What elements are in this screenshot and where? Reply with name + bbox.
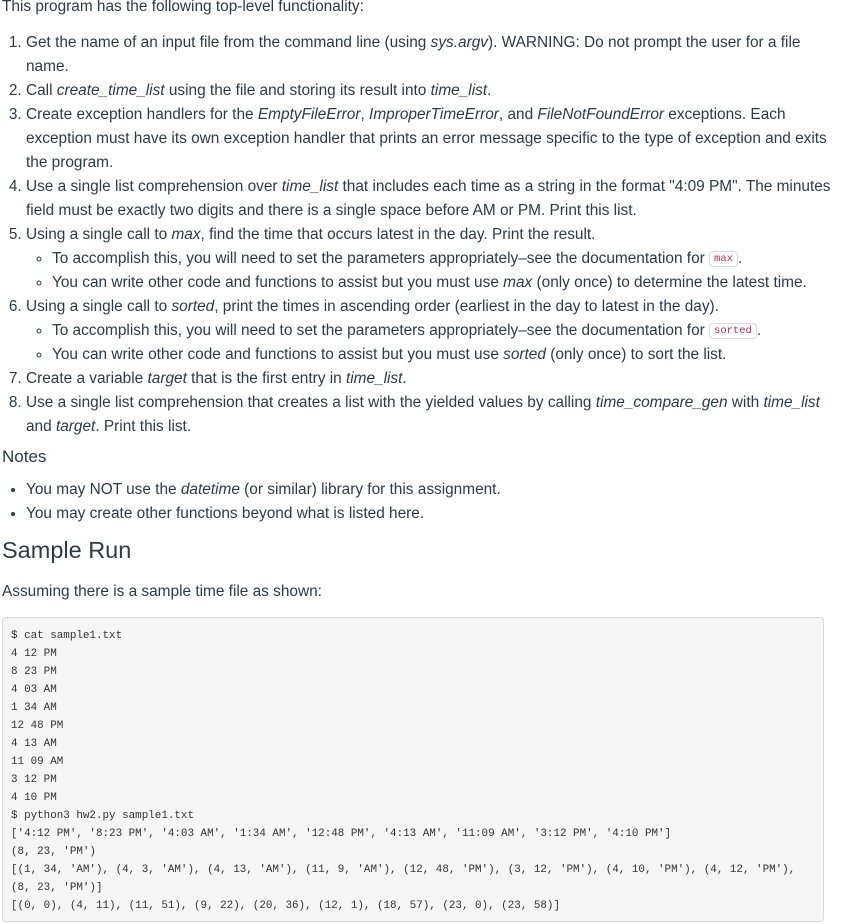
text-run: You can write other code and functions to assist but you must use bbox=[52, 346, 504, 364]
notes-heading: Notes bbox=[2, 447, 47, 466]
text-run: . bbox=[402, 370, 407, 388]
text-run: (or similar) library for this assignment. bbox=[239, 481, 501, 498]
text-run: , print the times in ascending order (earliest in the day to latest in the day). bbox=[214, 298, 719, 316]
text-run: . Print this list. bbox=[95, 418, 192, 436]
sub-item bbox=[52, 343, 836, 367]
terminal-line: 4 12 PM bbox=[11, 648, 57, 660]
emphasized-term: sys.argv bbox=[430, 34, 488, 51]
terminal-line: 11 09 AM bbox=[11, 756, 64, 768]
terminal-line: 4 03 AM bbox=[11, 684, 57, 696]
emphasized-term: time_list bbox=[763, 394, 820, 412]
functionality-list bbox=[0, 31, 836, 439]
text-run: Create exception handlers for the bbox=[26, 106, 258, 123]
step-item-1 bbox=[26, 31, 836, 79]
text-run: ). WARNING: Do not prompt the user for a file name. bbox=[26, 34, 801, 75]
terminal-line: (8, 23, 'PM')] bbox=[11, 882, 103, 894]
assume-text: Assuming there is a sample time file as shown: bbox=[2, 583, 322, 600]
step-item-6 bbox=[26, 295, 836, 367]
terminal-line: (8, 23, 'PM') bbox=[11, 846, 96, 858]
terminal-line: $ cat sample1.txt bbox=[11, 630, 123, 642]
sample-run-heading: Sample Run bbox=[2, 537, 132, 563]
sub-item bbox=[52, 319, 836, 343]
text-run: Using a single call to bbox=[26, 298, 172, 316]
terminal-line: $ python3 hw2.py sample1.txt bbox=[11, 810, 194, 822]
emphasized-term: target bbox=[55, 418, 96, 436]
notes-list bbox=[0, 478, 826, 526]
note-item bbox=[26, 478, 826, 502]
step-item-2 bbox=[26, 79, 836, 103]
step-item-3 bbox=[26, 103, 836, 175]
step-sublist bbox=[26, 319, 836, 367]
step-item-4 bbox=[26, 175, 836, 223]
text-run: Call bbox=[26, 82, 57, 99]
text-run: You may NOT use the bbox=[26, 481, 181, 498]
text-run: (only once) to determine the latest time. bbox=[532, 274, 807, 292]
step-item-8 bbox=[26, 391, 836, 439]
text-run: You can write other code and functions to assist but you must use bbox=[52, 274, 504, 292]
text-run: Use a single list comprehension that creates a list with the yielded values by calling bbox=[26, 394, 596, 412]
emphasized-term: FileNotFoundError bbox=[537, 106, 665, 123]
inline-code: sorted bbox=[709, 323, 757, 339]
text-run: . bbox=[737, 250, 743, 268]
emphasized-term: target bbox=[147, 370, 187, 388]
emphasized-term: max bbox=[503, 274, 533, 292]
emphasized-term: create_time_list bbox=[56, 82, 165, 99]
step-item-5 bbox=[26, 223, 836, 295]
text-run: Create a variable bbox=[26, 370, 148, 388]
step-item-7 bbox=[26, 367, 836, 391]
sub-item bbox=[52, 271, 836, 295]
text-run: , bbox=[360, 106, 370, 123]
emphasized-term: max bbox=[171, 226, 201, 243]
emphasized-term: time_list bbox=[345, 370, 403, 388]
step-sublist bbox=[26, 247, 836, 295]
terminal-line: 12 48 PM bbox=[11, 720, 64, 732]
text-run: and bbox=[26, 418, 56, 436]
text-run: with bbox=[727, 394, 764, 412]
text-run: that includes each time as a string in the format "4:09 PM". The minutes field must be exactly two digits and there is a single space before AM or PM. Print this list. bbox=[26, 178, 831, 219]
text-run: Use a single list comprehension over bbox=[26, 178, 282, 195]
text-run: that is the first entry in bbox=[186, 370, 346, 388]
sub-item bbox=[52, 247, 836, 271]
text-run: using the file and storing its result into bbox=[164, 82, 431, 99]
emphasized-term: time_list bbox=[281, 178, 339, 195]
emphasized-term: sorted bbox=[503, 346, 546, 364]
emphasized-term: sorted bbox=[171, 298, 215, 316]
emphasized-term: datetime bbox=[180, 481, 240, 498]
text-run: Get the name of an input file from the command line (using bbox=[26, 34, 431, 51]
terminal-line: [(1, 34, 'AM'), (4, 3, 'AM'), (4, 13, 'AM'), (11, 9, 'AM'), (12, 48, 'PM'), (3, 12, 'PM'), (4, 10, 'PM'), (4, 12, 'PM'), bbox=[11, 864, 796, 876]
text-run: , and bbox=[498, 106, 538, 123]
terminal-line: 3 12 PM bbox=[11, 774, 57, 786]
text-run: To accomplish this, you will need to set the parameters appropriately–see the documentation for bbox=[52, 322, 710, 340]
text-run: You may create other functions beyond what is listed here. bbox=[26, 505, 425, 522]
text-run: , find the time that occurs latest in the day. Print the result. bbox=[200, 226, 596, 243]
intro-text: This program has the following top-level functionality: bbox=[2, 0, 364, 15]
terminal-line: [(0, 0), (4, 11), (11, 51), (9, 22), (20, 36), (12, 1), (18, 57), (23, 0), (23, 58)] bbox=[11, 900, 560, 912]
inline-code: max bbox=[709, 251, 738, 267]
text-run: To accomplish this, you will need to set the parameters appropriately–see the documentation for bbox=[52, 250, 710, 268]
note-item bbox=[26, 502, 826, 526]
emphasized-term: ImproperTimeError bbox=[369, 106, 499, 123]
text-run: Using a single call to bbox=[26, 226, 172, 243]
text-run: exceptions. Each exception must have its own exception handler that prints an error message specific to the type of exception and exits the program. bbox=[26, 106, 827, 171]
emphasized-term: time_compare_gen bbox=[595, 394, 728, 412]
text-run: (only once) to sort the list. bbox=[545, 346, 727, 364]
emphasized-term: EmptyFileError bbox=[257, 106, 361, 123]
emphasized-term: time_list bbox=[430, 82, 488, 99]
text-run: . bbox=[487, 82, 492, 99]
terminal-line: 4 13 AM bbox=[11, 738, 57, 750]
terminal-line: 1 34 AM bbox=[11, 702, 57, 714]
terminal-line: 4 10 PM bbox=[11, 792, 57, 804]
terminal-line: ['4:12 PM', '8:23 PM', '4:03 AM', '1:34 AM', '12:48 PM', '4:13 AM', '11:09 AM', '3:12 PM', '4:10 PM'] bbox=[11, 828, 672, 840]
terminal-output[interactable] bbox=[2, 617, 824, 922]
text-run: . bbox=[756, 322, 762, 340]
terminal-line: 8 23 PM bbox=[11, 666, 57, 678]
